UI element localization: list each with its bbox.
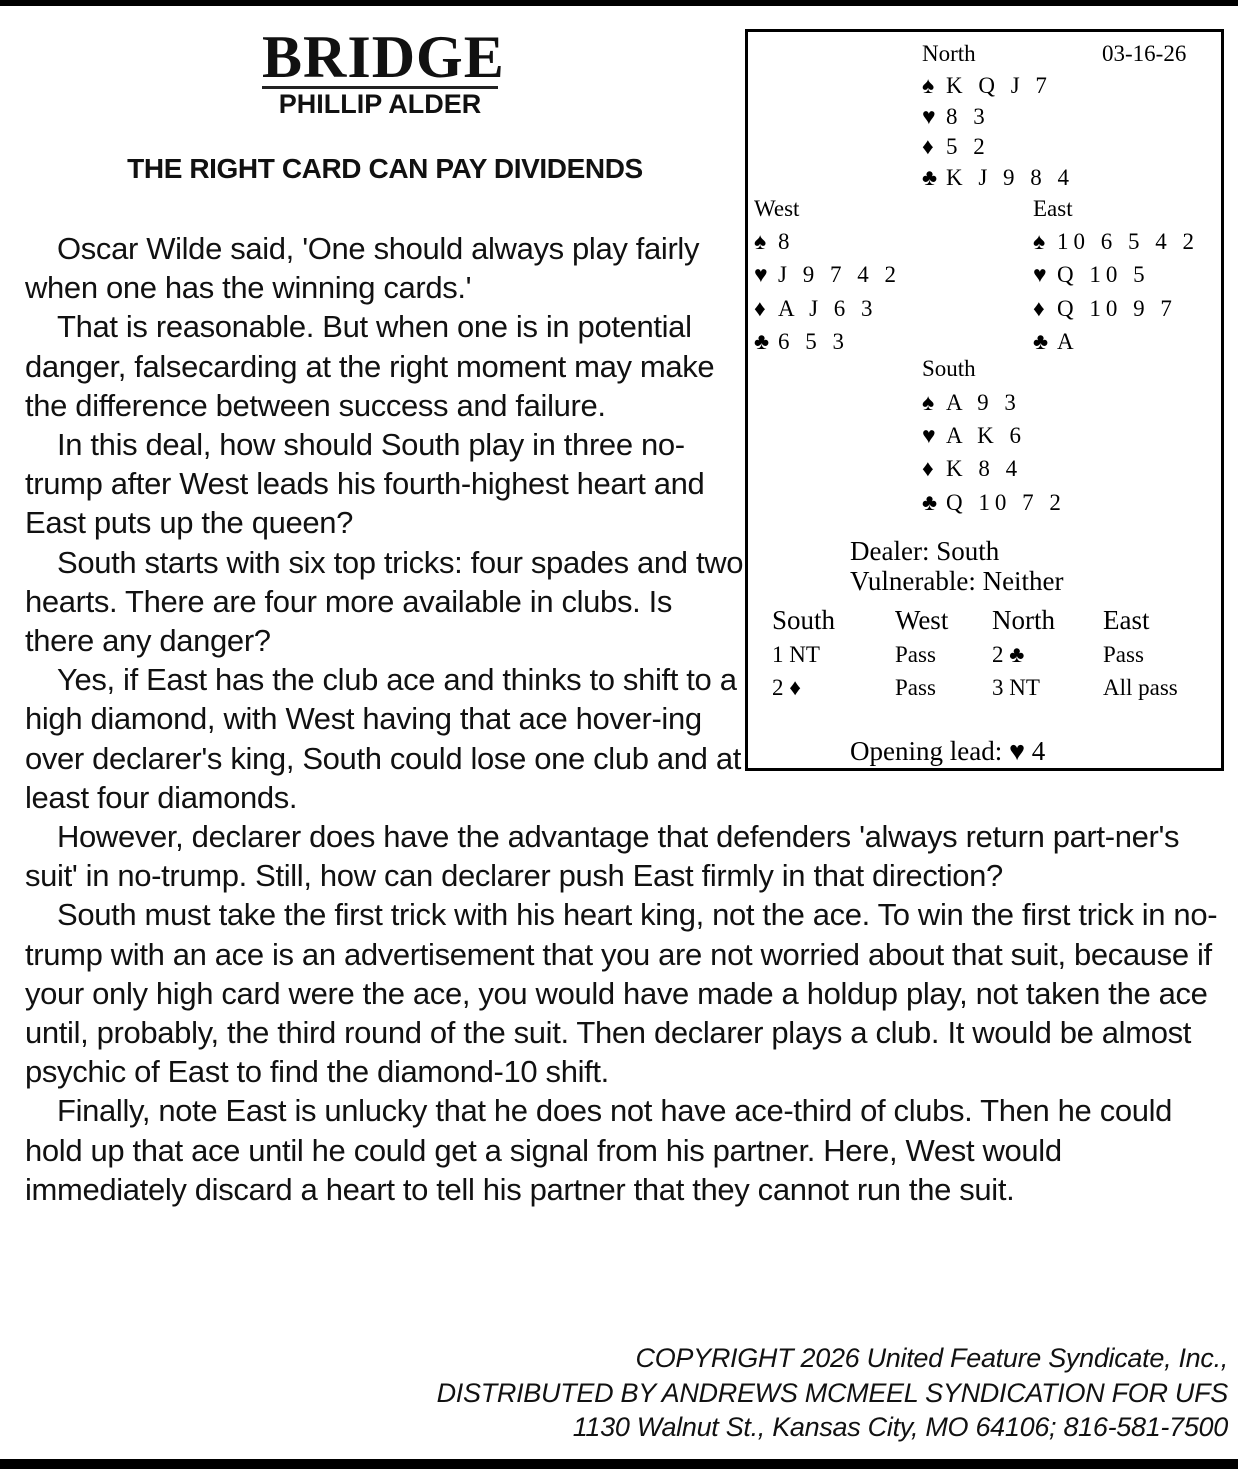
auction-header-north: North: [992, 605, 1055, 635]
opening-lead: Opening lead: ♥ 4: [850, 736, 1046, 766]
heart-icon: ♥: [1033, 262, 1047, 287]
club-icon: ♣: [1033, 329, 1049, 354]
heart-icon: ♥: [754, 262, 768, 287]
west-diamonds: ♦ A J 6 3: [754, 296, 878, 321]
spade-icon: ♠: [922, 390, 935, 415]
auction-bid: Pass: [895, 675, 936, 700]
auction-header-south: South: [772, 605, 836, 635]
auction-bid: Pass: [1103, 642, 1144, 667]
north-spades: ♠ K Q J 7: [922, 73, 1052, 98]
auction-bid: 3 NT: [992, 675, 1040, 700]
spade-icon: ♠: [754, 229, 767, 254]
auction-bid: Pass: [895, 642, 936, 667]
diamond-icon: ♦: [922, 456, 934, 481]
heart-icon: ♥: [922, 423, 936, 448]
north-hearts: ♥ 8 3: [922, 104, 990, 129]
auction-bid: All pass: [1103, 675, 1178, 700]
deal-date: 03-16-26: [1102, 41, 1187, 66]
south-label: South: [922, 356, 976, 381]
west-clubs: ♣ 6 5 3: [754, 329, 849, 354]
copyright-notice: [437, 1341, 1228, 1445]
masthead: [262, 24, 505, 119]
diagram-spacer: [748, 229, 1230, 784]
spade-icon: ♠: [1033, 229, 1046, 254]
east-clubs: ♣ A: [1033, 329, 1079, 354]
article-paragraph: That is reasonable. But when one is in potential danger, falsecarding at the right moment may make the difference between success and failure.: [25, 309, 715, 423]
east-spades: ♠ 10 6 5 4 2: [1033, 229, 1199, 254]
west-hearts: ♥ J 9 7 4 2: [754, 262, 901, 287]
article-paragraph: Yes, if East has the club ace and thinks to shift to a high diamond, with West having that ace hover-ing over declarer's king, South could lose one club and at least four diamonds.: [25, 662, 741, 815]
vulnerability-info: Vulnerable: Neither: [850, 566, 1064, 596]
south-spades: ♠ A 9 3: [922, 390, 1021, 415]
diamond-icon: ♦: [922, 134, 934, 159]
west-spades: ♠ 8: [754, 229, 795, 254]
article-paragraph: Oscar Wilde said, 'One should always play fairly when one has the winning cards.': [25, 231, 700, 306]
author-name: PHILLIP ALDER: [278, 89, 482, 119]
east-diamonds: ♦ Q 10 9 7: [1033, 296, 1177, 321]
spade-icon: ♠: [922, 73, 935, 98]
auction-header-east: East: [1103, 605, 1150, 635]
north-label: North: [922, 41, 976, 66]
article-headline: THE RIGHT CARD CAN PAY DIVIDENDS: [127, 153, 643, 184]
diamond-icon: ♦: [1033, 296, 1045, 321]
heart-icon: ♥: [922, 104, 936, 129]
article-paragraph: In this deal, how should South play in three no-trump after West leads his fourth-highest heart and East puts up the queen?: [25, 427, 705, 541]
north-diamonds: ♦ 5 2: [922, 134, 990, 159]
bottom-rule: [0, 1459, 1238, 1469]
article-paragraph: Finally, note East is unlucky that he does not have ace-third of clubs. Then he could hold up that ace until he could get a signal from his partner. Here, West would immediately discard a heart to tell his partner that they cannot run the suit.: [25, 1093, 1173, 1207]
article-paragraph: South starts with six top tricks: four spades and two hearts. There are four more available in clubs. Is there any danger?: [25, 544, 744, 659]
auction-header-west: West: [895, 605, 949, 635]
south-hearts: ♥ A K 6: [922, 423, 1026, 448]
article-body: [25, 229, 1230, 1209]
club-icon: ♣: [922, 165, 938, 190]
article-paragraph: However, declarer does have the advantage that defenders 'always return part-ner's suit' in no-trump. Still, how can declarer push East firmly in that direction?: [25, 819, 1180, 894]
distribution-line: DISTRIBUTED BY ANDREWS MCMEEL SYNDICATION FOR UFS: [436, 1377, 1228, 1408]
diamond-icon: ♦: [754, 296, 766, 321]
east-hearts: ♥ Q 10 5: [1033, 262, 1150, 287]
east-label: East: [1033, 196, 1073, 221]
article-paragraph: South must take the first trick with his heart king, not the ace. To win the first trick in no-trump with an ace is an advertisement that you are not worried about that suit, because if your only high card were the ace, you would have made a holdup play, not taken the ace until, probably, the third round of the suit. Then declarer plays a club. It would be almost psychic of East to find the diamond-10 shift.: [25, 897, 1218, 1090]
column-title: BRIDGE: [262, 24, 505, 90]
auction-bid: 2 ♦: [772, 675, 801, 700]
auction-bid: 2 ♣: [992, 642, 1025, 667]
west-label: West: [754, 196, 800, 221]
club-icon: ♣: [922, 490, 938, 515]
auction-bid: 1 NT: [772, 642, 820, 667]
south-clubs: ♣ Q 10 7 2: [922, 490, 1066, 515]
south-diamonds: ♦ K 8 4: [922, 456, 1023, 481]
copyright-line: COPYRIGHT 2026 United Feature Syndicate, Inc.,: [635, 1343, 1228, 1373]
top-rule: [0, 0, 1238, 6]
club-icon: ♣: [754, 329, 770, 354]
north-clubs: ♣ K J 9 8 4: [922, 165, 1075, 190]
address-line: 1130 Walnut St., Kansas City, MO 64106; 816-581-7500: [572, 1412, 1228, 1442]
dealer-info: Dealer: South: [850, 536, 1000, 566]
